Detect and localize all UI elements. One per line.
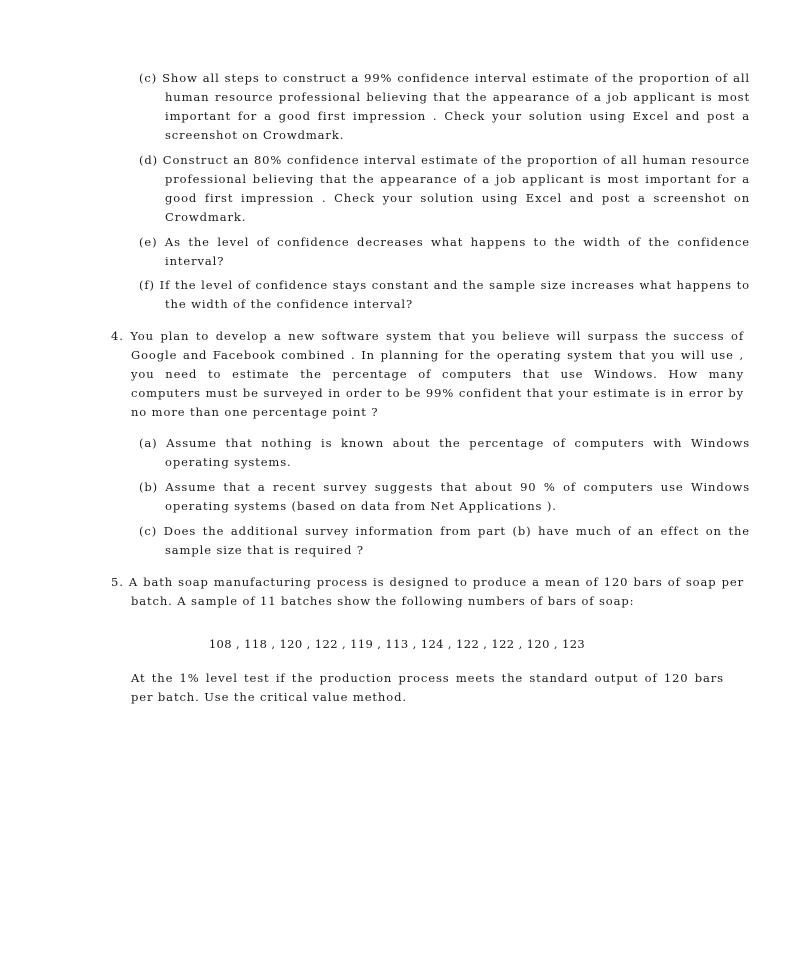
q3-part-c-text: Show all steps to construct a 99% confidence interval estimate of the proportion of all human resource professional believing that the appearance of a job applicant is most important for a good first impression . Check your solution using Excel and post a screenshot on Crowdmark. xyxy=(162,71,750,142)
q4-part-c-label: (c) xyxy=(139,524,158,538)
question-4-text: You plan to develop a new software system that you believe will surpass the success of Google and Facebook combined . In planning for the operating system that you will use , you need to estimate the percentage of computers that use Windows. How many computers must be surveyed in order to be 99% confident that your estimate is in error by no more than one percentage point ? xyxy=(130,329,744,419)
q3-part-d-text: Construct an 80% confidence interval estimate of the proportion of all human resource professional believing that the appearance of a job applicant is most important for a good first impression . Check your solution using Excel and post a screenshot on Crowdmark. xyxy=(162,153,750,224)
q4-part-b xyxy=(139,478,750,516)
question-5-text: A bath soap manufacturing process is designed to produce a mean of 120 bars of soap per batch. A sample of 11 batches show the following numbers of bars of soap: xyxy=(128,575,744,608)
q3-part-e-text: As the level of confidence decreases what happens to the width of the confidence interval? xyxy=(164,235,751,268)
q3-part-d-label: (d) xyxy=(139,153,159,167)
q4-part-a-label: (a) xyxy=(139,436,158,450)
q4-part-c xyxy=(139,522,750,560)
q4-part-b-label: (b) xyxy=(139,480,159,494)
q3-part-f xyxy=(139,276,750,314)
q4-part-b-text: Assume that a recent survey suggests that about 90 % of computers use Windows operating systems (based on data from Net Applications ). xyxy=(165,480,750,513)
question-5 xyxy=(111,573,744,611)
q4-part-c-text: Does the additional survey information from part (b) have much of an effect on the sample size that is required ? xyxy=(163,524,750,557)
q3-part-c-label: (c) xyxy=(139,71,158,85)
q3-part-f-label: (f) xyxy=(139,278,155,292)
question-5-label: 5. xyxy=(111,575,124,589)
q3-part-f-text: If the level of confidence stays constant and the sample size increases what happens to the width of the confidence interval? xyxy=(159,278,750,311)
q3-part-e-label: (e) xyxy=(139,235,158,249)
q3-part-e xyxy=(139,233,750,271)
q4-part-a-text: Assume that nothing is known about the percentage of computers with Windows operating systems. xyxy=(165,436,750,469)
q3-part-c xyxy=(139,69,750,145)
q5-data-line: 108 , 118 , 120 , 122 , 119 , 113 , 124 , 122 , 122 , 120 , 123 xyxy=(208,637,586,651)
question-4 xyxy=(111,327,744,422)
question-4-label: 4. xyxy=(111,329,124,343)
q4-part-a xyxy=(139,434,750,472)
q5-followup: At the 1% level test if the production process meets the standard output of 120 bars per batch. Use the critical value method. xyxy=(131,671,724,704)
q3-part-d xyxy=(139,151,750,227)
